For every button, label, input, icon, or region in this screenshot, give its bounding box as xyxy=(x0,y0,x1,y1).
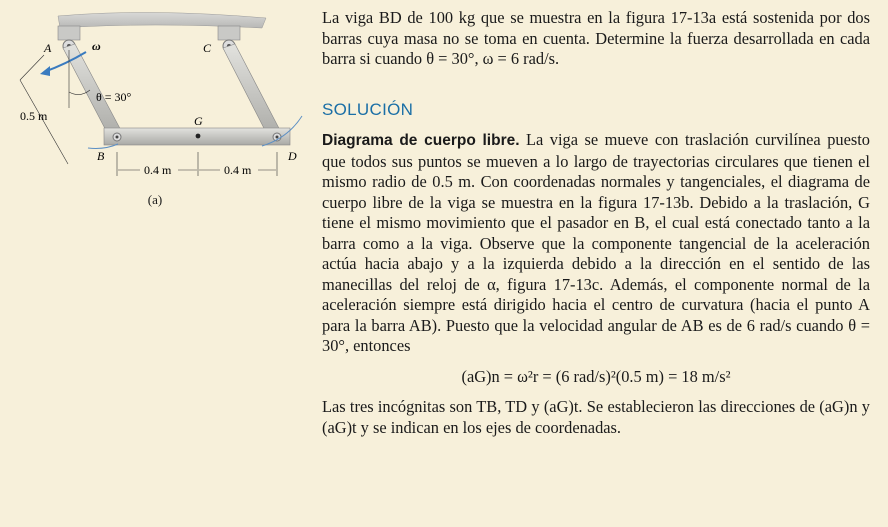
fbd-paragraph xyxy=(322,130,870,357)
unknowns-paragraph: Las tres incógnitas son TB, TD y (aG)t. Se establecieron las direcciones de (aG)n y (aG)t y se indican en los ejes de coordenadas. xyxy=(322,397,870,437)
figure-caption: (a) xyxy=(147,192,163,207)
fbd-body: La viga se mueve con traslación curvilínea puesto que todos sus puntos se mueven a lo largo de trayectorias circulares que tienen el mismo radio de 0.5 m. Con coordenadas normales y tangenciales, el diagrama de cuerpo libre de la viga se muestra en la figura 17-13b. Debido a la traslación, G tiene el mismo movimiento que el pasador en B, el cual está conectado tanto a la barra como a la viga. Observe que la componente tangencial de la aceleración actúa hacia abajo y a la izquierda debido a la dirección en el sentido de las manecillas del reloj de α, figura 17-13c. Además, el componente normal de la aceleración siempre está dirigido hacia el centro de curvatura (hacia el punto A para la barra AB). Puesto que la velocidad angular de AB es de 6 rad/s cuando θ = 30°, entonces xyxy=(322,130,870,355)
label-dim-left: 0.4 m xyxy=(144,163,172,177)
bar-cd xyxy=(223,44,283,142)
ceiling xyxy=(58,12,266,28)
label-g: G xyxy=(194,114,203,128)
problem-statement: La viga BD de 100 kg que se muestra en la figura 17-13a está sostenida por dos barras cuya masa no se toma en cuenta. Determine la fuerza desarrollada en cada barra si cuando θ = 30°, ω = 6 rad/s. xyxy=(322,8,870,68)
label-b: B xyxy=(97,149,105,163)
text-column xyxy=(322,8,870,438)
label-c: C xyxy=(203,41,212,55)
label-d: D xyxy=(288,149,297,163)
figure-17-13a xyxy=(0,0,310,230)
center-g xyxy=(196,134,201,139)
fbd-heading: Diagrama de cuerpo libre. xyxy=(322,132,520,149)
label-omega: ω xyxy=(92,39,101,53)
equation: (aG)n = ω²r = (6 rad/s)²(0.5 m) = 18 m/s² xyxy=(461,366,731,386)
label-a: A xyxy=(44,41,52,55)
label-length: 0.5 m xyxy=(20,109,48,123)
section-title: SOLUCIÓN xyxy=(322,99,414,119)
label-dim-right: 0.4 m xyxy=(224,163,252,177)
label-theta: θ = 30° xyxy=(96,90,132,104)
